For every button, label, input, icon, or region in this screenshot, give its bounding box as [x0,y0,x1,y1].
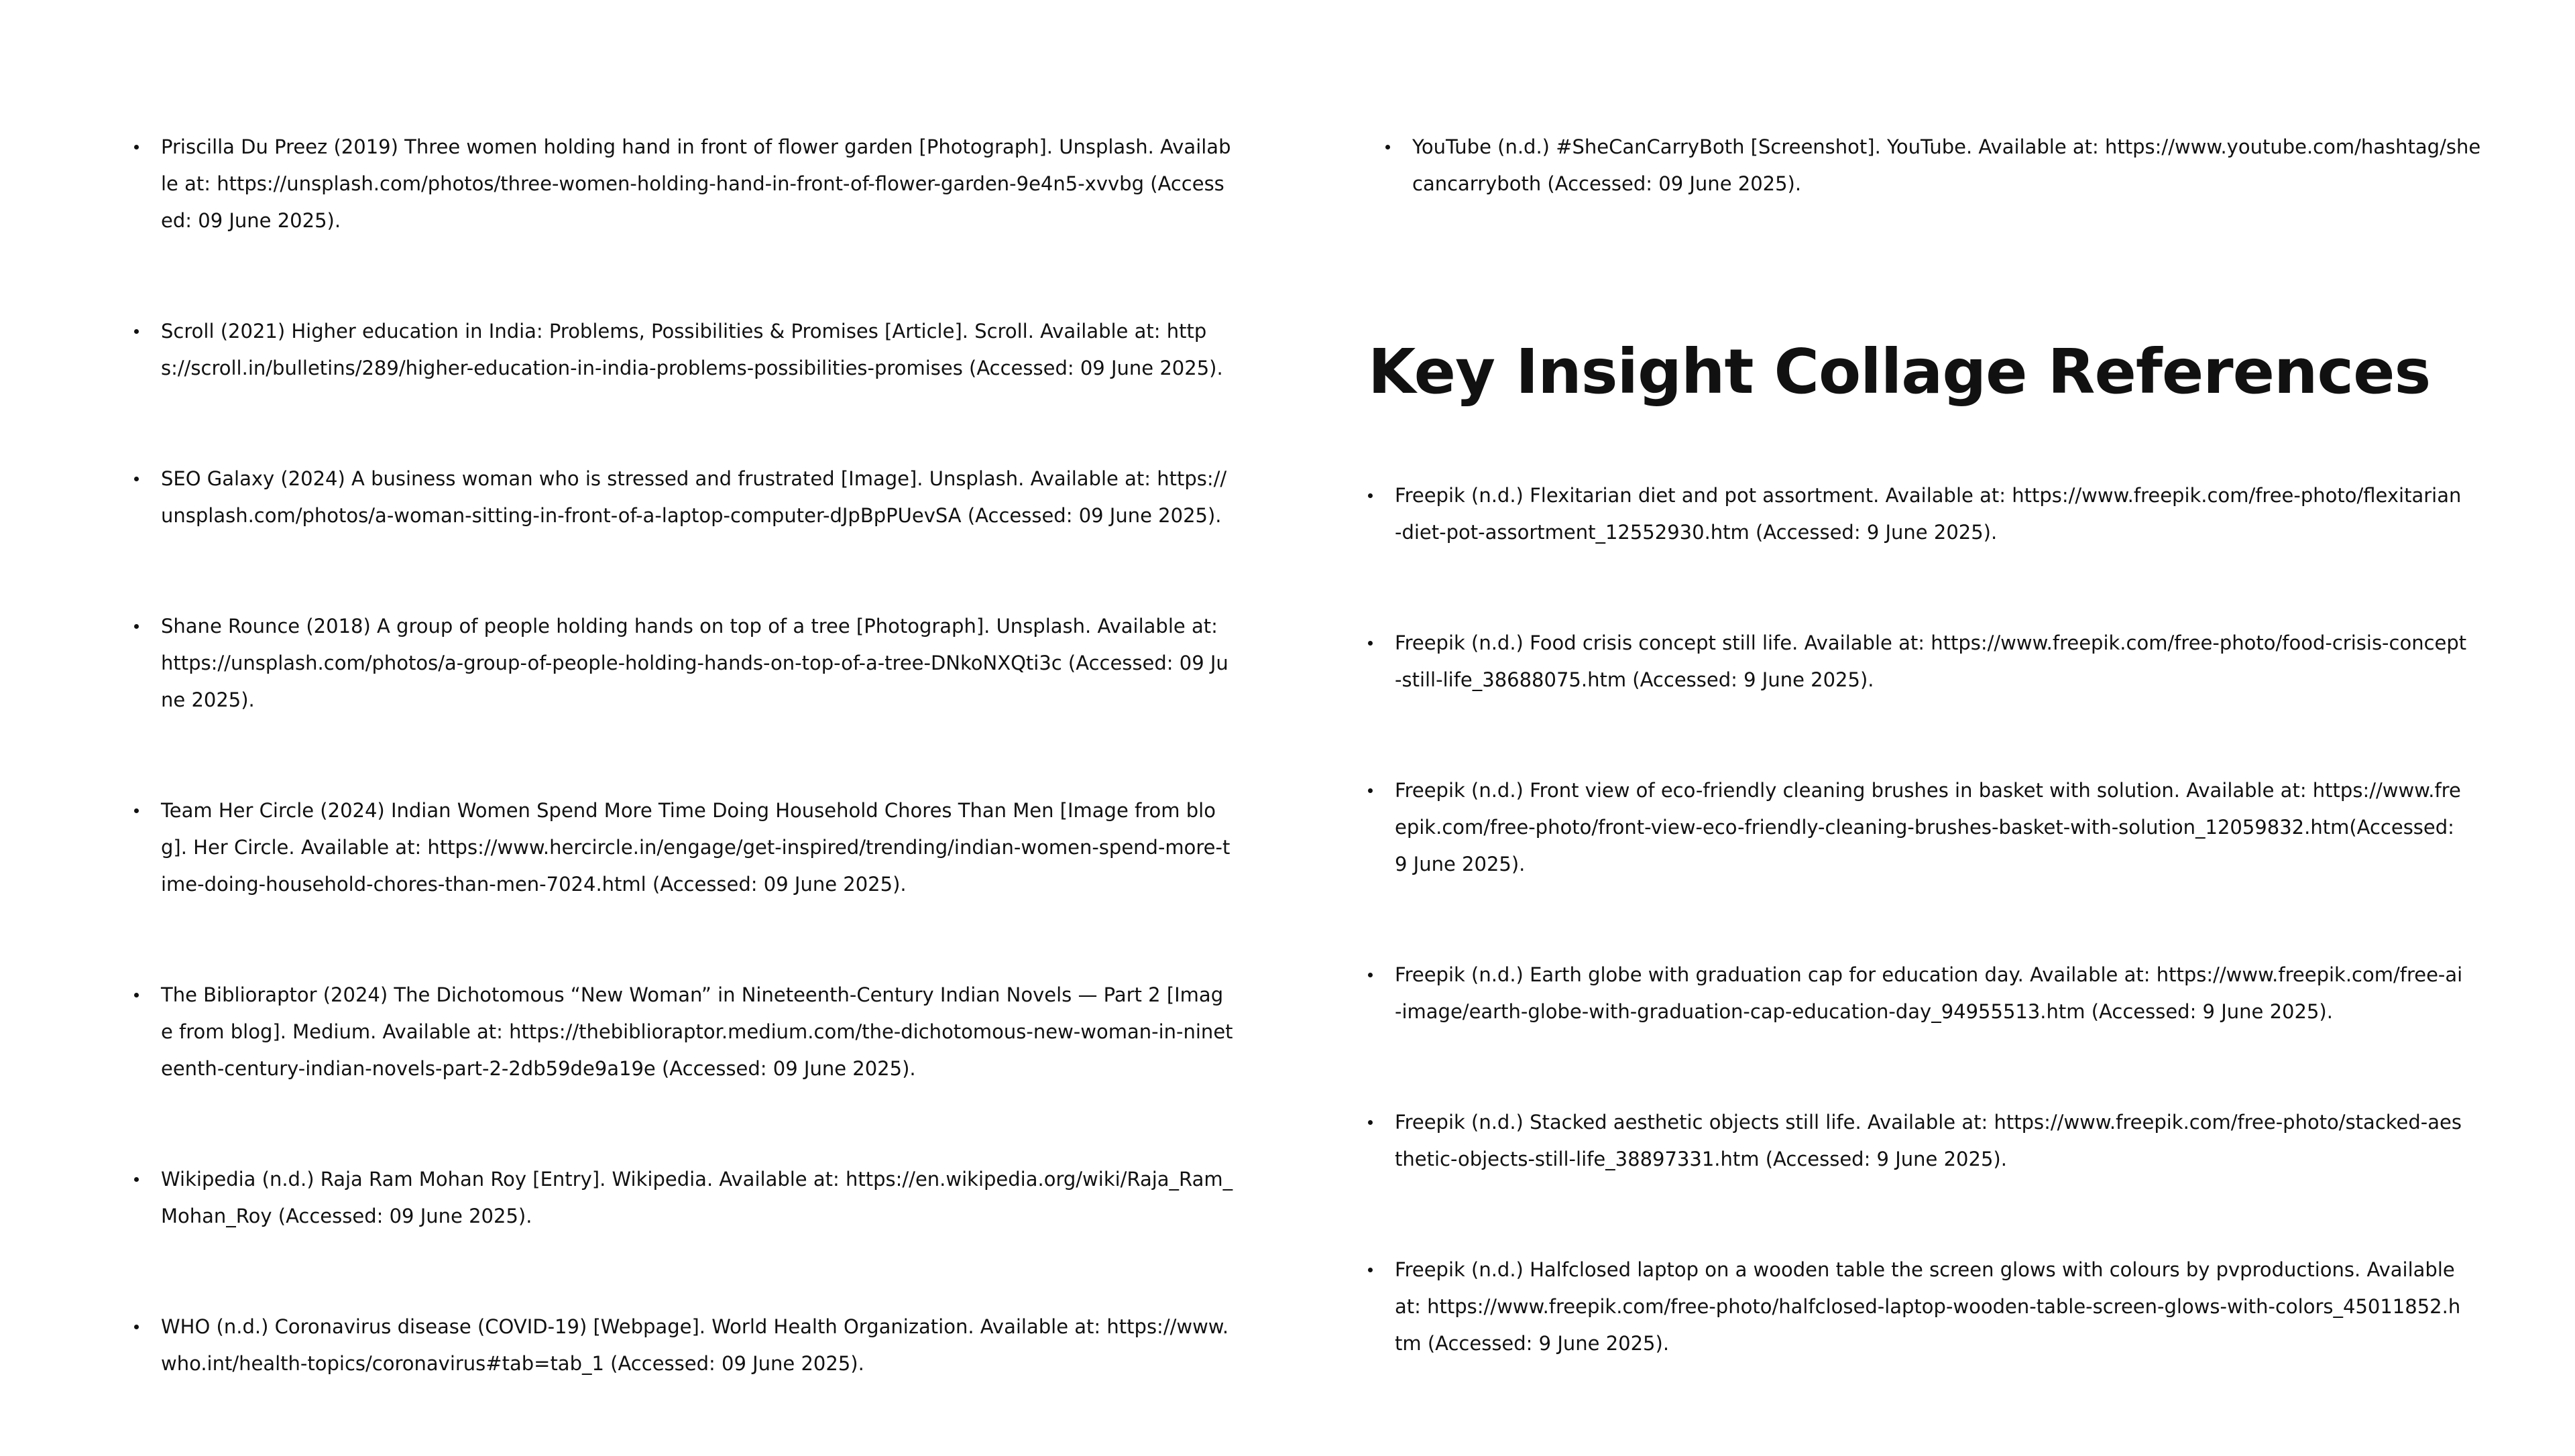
reference-item: The Biblioraptor (2024) The Dichotomous “New Woman” in Nineteenth-Century Indian Novels — Part 2 [Image from blog]. Medium. Available at: https://thebiblioraptor.medium.com/the-dichotomous-new-woman-in-nineteenth-century-indian-novels-part-2-2db59de9a19e (Accessed: 09 June 2025). [134,977,1234,1087]
reference-list-left [134,129,1234,1382]
reference-item: WHO (n.d.) Coronavirus disease (COVID-19) [Webpage]. World Health Organization. Available at: https://www.who.int/health-topics/coronavirus#tab=tab_1 (Accessed: 09 June 2025). [134,1309,1234,1382]
reference-item: Freepik (n.d.) Food crisis concept still life. Available at: https://www.freepik.com/free-photo/food-crisis-concept-still-life_38688075.htm (Accessed: 9 June 2025). [1368,625,2468,699]
reference-item: Freepik (n.d.) Flexitarian diet and pot assortment. Available at: https://www.freepik.com/free-photo/flexitarian-diet-pot-assortment_12552930.htm (Accessed: 9 June 2025). [1368,477,2468,551]
reference-list-right-top [1385,129,2485,276]
reference-item: Wikipedia (n.d.) Raja Ram Mohan Roy [Entry]. Wikipedia. Available at: https://en.wikipedia.org/wiki/Raja_Ram_Mohan_Roy (Accessed: 09 June 2025). [134,1161,1234,1235]
reference-item: Priscilla Du Preez (2019) Three women holding hand in front of flower garden [Photograph]. Unsplash. Available at: https://unsplash.com/photos/three-women-holding-hand-in-front-of-flower-garden-9e4n5-xvvbg (Accessed: 09 June 2025). [134,129,1234,239]
reference-item: Team Her Circle (2024) Indian Women Spend More Time Doing Household Chores Than Men [Image from blog]. Her Circle. Available at: https://www.hercircle.in/engage/get-inspired/trending/indian-women-spend-more-time-doing-household-chores-than-men-7024.html (Accessed: 09 June 2025). [134,792,1234,903]
reference-item: Scroll (2021) Higher education in India: Problems, Possibilities & Promises [Article]. Scroll. Available at: https://scroll.in/bulletins/289/higher-education-in-india-problems-possibilities-promises (Accessed: 09 June 2025). [134,313,1234,387]
reference-item: Freepik (n.d.) Stacked aesthetic objects still life. Available at: https://www.freepik.com/free-photo/stacked-aesthetic-objects-still-life_38897331.htm (Accessed: 9 June 2025). [1368,1104,2468,1178]
reference-item: Freepik (n.d.) Halfclosed laptop on a wooden table the screen glows with colours by pvproductions. Available at: https://www.freepik.com/free-photo/halfclosed-laptop-wooden-table-screen-glows-with-colors_45011852.htm (Accessed: 9 June 2025). [1368,1252,2468,1362]
section-heading: Key Insight Collage References [1368,336,2431,408]
reference-item: YouTube (n.d.) #SheCanCarryBoth [Screenshot]. YouTube. Available at: https://www.youtube.com/hashtag/shecancarryboth (Accessed: 09 June 2025). [1385,129,2485,202]
reference-item: Freepik (n.d.) Front view of eco-friendly cleaning brushes in basket with solution. Available at: https://www.freepik.com/free-photo/front-view-eco-friendly-cleaning-brushes-basket-with-solution_12059832.htm(Accessed: 9 June 2025). [1368,772,2468,883]
reference-item: Freepik (n.d.) Earth globe with graduation cap for education day. Available at: https://www.freepik.com/free-ai-image/earth-globe-with-graduation-cap-education-day_94955513.htm (Accessed: 9 June 2025). [1368,957,2468,1030]
reference-list-right-bottom [1368,477,2468,1436]
reference-item: Shane Rounce (2018) A group of people holding hands on top of a tree [Photograph]. Unsplash. Available at: https://unsplash.com/photos/a-group-of-people-holding-hands-on-top-of-a-tree-DNkoNXQti3c (Accessed: 09 June 2025). [134,608,1234,719]
left-column [134,129,1234,1456]
reference-item: SEO Galaxy (2024) A business woman who is stressed and frustrated [Image]. Unsplash. Available at: https://unsplash.com/photos/a-woman-sitting-in-front-of-a-laptop-computer-dJpBpPUevSA (Accessed: 09 June 2025). [134,461,1234,534]
